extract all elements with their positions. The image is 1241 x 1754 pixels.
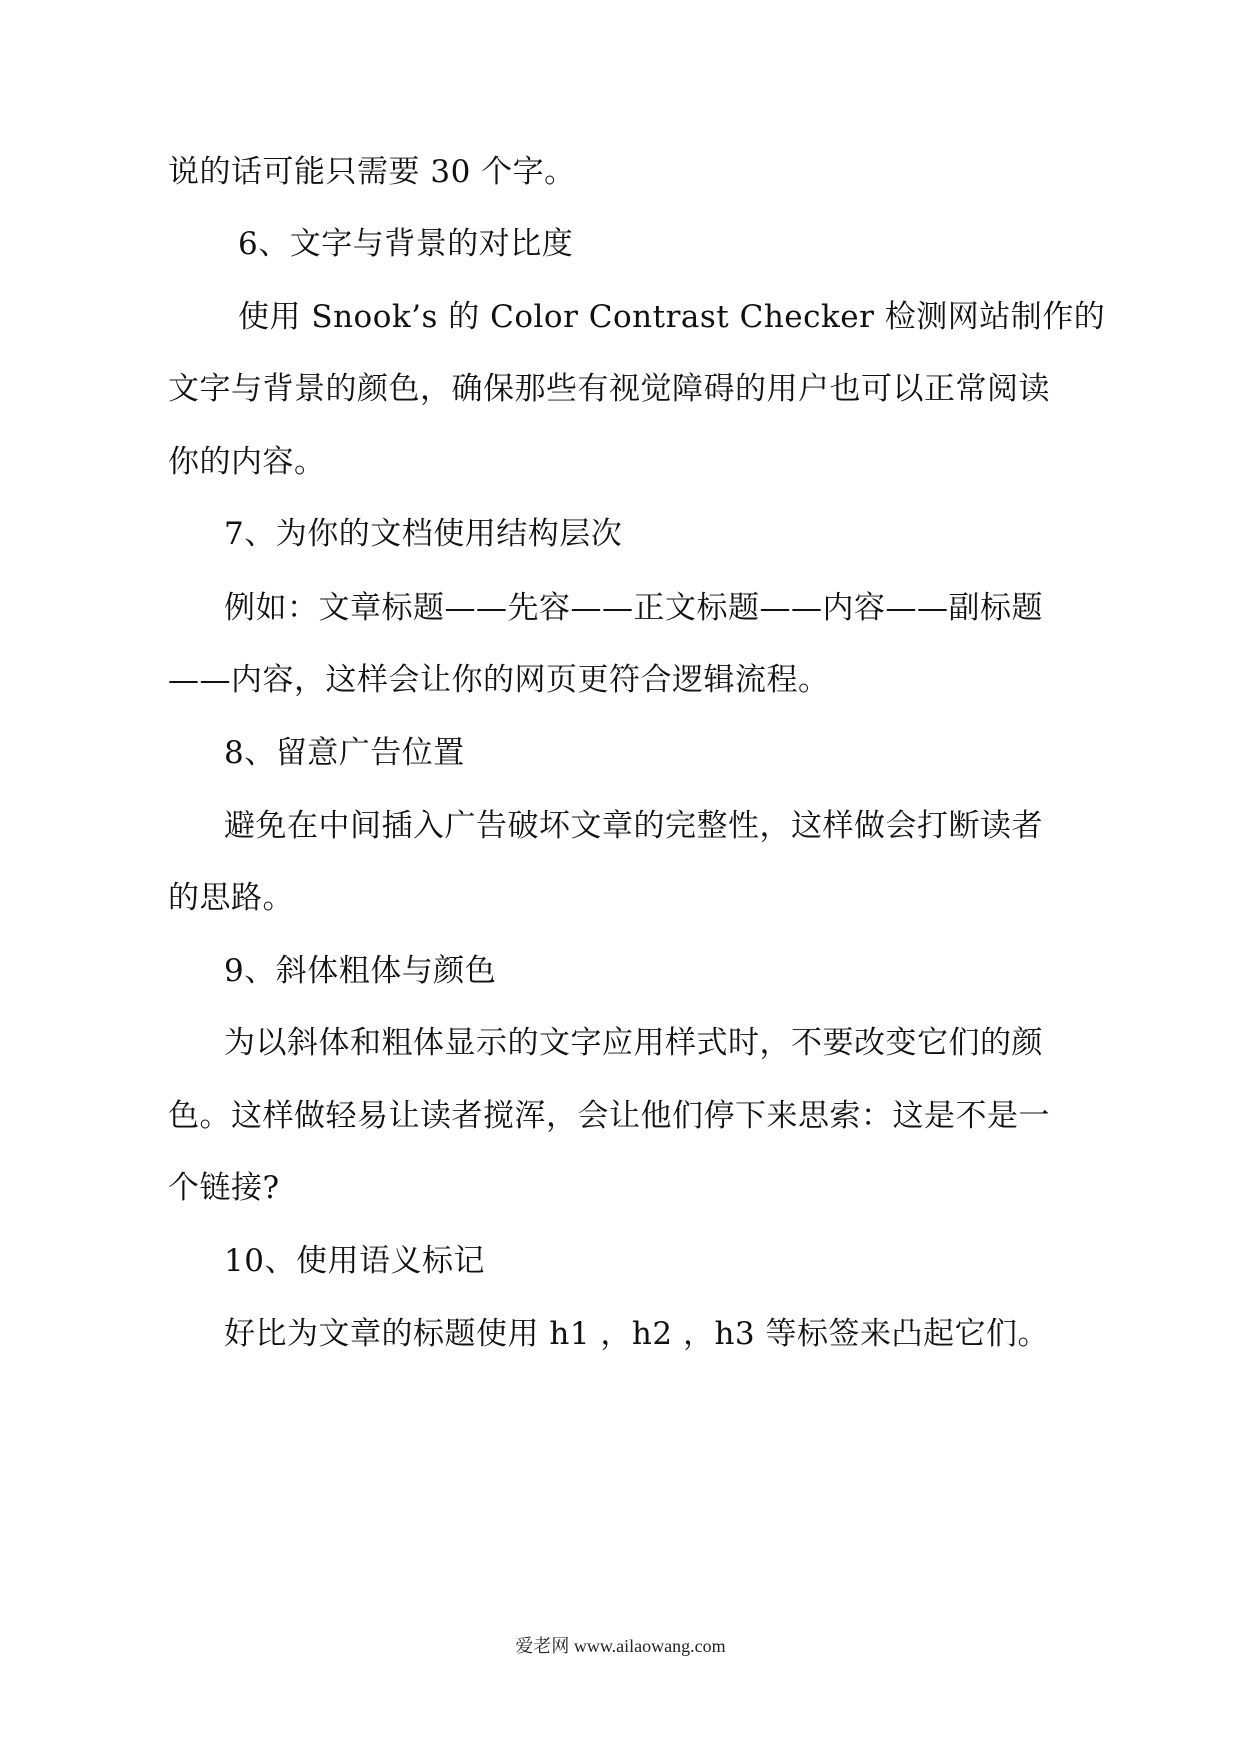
body-text-line: 使用 Snook’s 的 Color Contrast Checker 检测网站制作的 bbox=[238, 299, 1106, 335]
body-text-line: 说的话可能只需要 30 个字。 bbox=[168, 154, 576, 190]
body-text-line: 好比为文章的标题使用 h1 ，h2 ，h3 等标签来凸起它们。 bbox=[224, 1316, 1049, 1352]
body-text-line: 的思路。 bbox=[168, 880, 294, 916]
body-text-line: 文字与背景的颜色，确保那些有视觉障碍的用户也可以正常阅读 bbox=[168, 371, 1050, 407]
section-heading-9: 9、斜体粗体与颜色 bbox=[224, 953, 497, 989]
body-text-line: 你的内容。 bbox=[168, 444, 326, 480]
body-text-line: 为以斜体和粗体显示的文字应用样式时，不要改变它们的颜 bbox=[224, 1025, 1043, 1061]
body-text-line: 避免在中间插入广告破坏文章的完整性，这样做会打断读者 bbox=[224, 808, 1043, 844]
section-heading-10: 10、使用语义标记 bbox=[224, 1243, 485, 1279]
section-heading-8: 8、留意广告位置 bbox=[224, 735, 465, 771]
page-footer: 爱老网 www.ailaowang.com bbox=[515, 1636, 726, 1656]
section-heading-6: 6、文字与背景的对比度 bbox=[238, 226, 574, 262]
body-text-line: 色。这样做轻易让读者搅浑，会让他们停下来思索：这是不是一 bbox=[168, 1098, 1050, 1134]
body-text-line: 个链接? bbox=[168, 1170, 280, 1206]
body-text-line: ——内容，这样会让你的网页更符合逻辑流程。 bbox=[168, 662, 830, 698]
body-text-line: 例如：文章标题——先容——正文标题——内容——副标题 bbox=[224, 590, 1043, 626]
section-heading-7: 7、为你的文档使用结构层次 bbox=[224, 516, 623, 552]
